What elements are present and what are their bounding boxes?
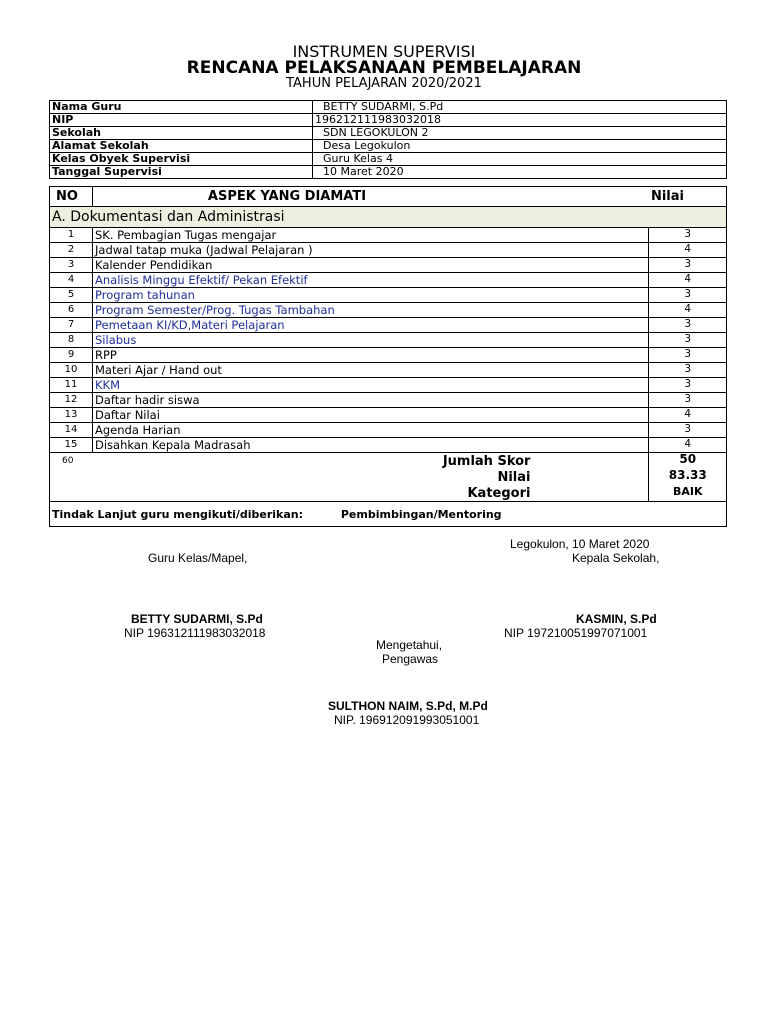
table-row <box>50 243 727 258</box>
item-number: 3 <box>50 258 93 273</box>
item-nilai: 3 <box>649 228 727 243</box>
jumlah-row <box>50 453 727 470</box>
identity-label: Tanggal Supervisi <box>50 166 313 179</box>
item-number: 10 <box>50 363 93 378</box>
item-number: 6 <box>50 303 93 318</box>
guru-name: BETTY SUDARMI, S.Pd <box>131 612 263 626</box>
item-number: 4 <box>50 273 93 288</box>
document-title: INSTRUMEN SUPERVISI <box>292 42 476 61</box>
place-date: Legokulon, 10 Maret 2020 <box>510 537 650 551</box>
item-rows <box>50 228 727 453</box>
table-row <box>50 333 727 348</box>
identity-row <box>50 140 727 153</box>
nilai-label: Nilai <box>497 469 531 485</box>
tindak-lanjut-cell <box>50 502 727 527</box>
pengawas-nip: NIP. 196912091993051001 <box>334 713 480 727</box>
identity-value: Desa Legokulon <box>313 140 727 153</box>
identity-label: Sekolah <box>50 127 313 140</box>
tindak-lanjut-row <box>50 502 727 527</box>
table-row <box>50 423 727 438</box>
table-row <box>50 393 727 408</box>
item-aspek: Silabus <box>93 333 649 348</box>
item-nilai: 4 <box>649 303 727 318</box>
jumlah-label: Jumlah Skor <box>442 453 531 469</box>
item-aspek: Daftar hadir siswa <box>93 393 649 408</box>
item-aspek: Analisis Minggu Efektif/ Pekan Efektif <box>93 273 649 288</box>
max-score: 60 <box>62 455 74 466</box>
item-number: 14 <box>50 423 93 438</box>
item-number: 8 <box>50 333 93 348</box>
guru-role: Guru Kelas/Mapel, <box>148 551 248 565</box>
section-row <box>50 207 727 228</box>
mengetahui: Mengetahui, <box>376 638 443 652</box>
table-row <box>50 363 727 378</box>
identity-row <box>50 101 727 114</box>
kategori-value: BAIK <box>649 485 727 502</box>
item-number: 12 <box>50 393 93 408</box>
item-nilai: 4 <box>649 408 727 423</box>
item-nilai: 3 <box>649 393 727 408</box>
table-header-row <box>50 187 727 207</box>
item-aspek: Program tahunan <box>93 288 649 303</box>
item-aspek: Daftar Nilai <box>93 408 649 423</box>
pengawas-name: SULTHON NAIM, S.Pd, M.Pd <box>328 699 488 713</box>
pengawas-role: Pengawas <box>382 652 439 666</box>
table-row <box>50 258 727 273</box>
tindak-lanjut-value: Pembimbingan/Mentoring <box>340 507 502 521</box>
item-nilai: 3 <box>649 333 727 348</box>
identity-row <box>50 114 727 127</box>
kepsek-role: Kepala Sekolah, <box>572 551 660 565</box>
nilai-row <box>50 469 727 485</box>
item-aspek: Program Semester/Prog. Tugas Tambahan <box>93 303 649 318</box>
identity-value: 10 Maret 2020 <box>313 166 727 179</box>
item-number: 7 <box>50 318 93 333</box>
identity-row <box>50 153 727 166</box>
table-row <box>50 303 727 318</box>
col-no-header: NO <box>50 187 93 207</box>
table-row <box>50 438 727 453</box>
guru-nip: NIP 196312111983032018 <box>124 626 266 640</box>
section-title: A. Dokumentasi dan Administrasi <box>50 207 727 228</box>
item-aspek: Materi Ajar / Hand out <box>93 363 649 378</box>
table-row <box>50 228 727 243</box>
identity-row <box>50 166 727 179</box>
tindak-lanjut-label: Tindak Lanjut guru mengikuti/diberikan: <box>52 507 304 521</box>
item-nilai: 3 <box>649 378 727 393</box>
item-aspek: SK. Pembagian Tugas mengajar <box>93 228 649 243</box>
document-subtitle: RENCANA PELAKSANAAN PEMBELAJARAN <box>186 58 582 78</box>
kategori-label: Kategori <box>93 485 649 502</box>
item-aspek: Kalender Pendidikan <box>93 258 649 273</box>
item-nilai: 3 <box>649 348 727 363</box>
item-nilai: 3 <box>649 288 727 303</box>
item-nilai: 3 <box>649 258 727 273</box>
table-row <box>50 288 727 303</box>
item-aspek: Pemetaan KI/KD,Materi Pelajaran <box>93 318 649 333</box>
item-number: 1 <box>50 228 93 243</box>
item-nilai: 3 <box>649 318 727 333</box>
identity-row <box>50 127 727 140</box>
identity-label: Nama Guru <box>50 101 313 114</box>
item-number: 11 <box>50 378 93 393</box>
item-aspek: Jadwal tatap muka (Jadwal Pelajaran ) <box>93 243 649 258</box>
table-row <box>50 318 727 333</box>
item-number: 13 <box>50 408 93 423</box>
item-aspek: Agenda Harian <box>93 423 649 438</box>
item-nilai: 3 <box>649 423 727 438</box>
kategori-row <box>50 485 727 502</box>
identity-value: SDN LEGOKULON 2 <box>313 127 727 140</box>
identity-table <box>49 100 727 179</box>
item-nilai: 4 <box>649 438 727 453</box>
kepsek-name: KASMIN, S.Pd <box>576 612 657 626</box>
identity-label: Kelas Obyek Supervisi <box>50 153 313 166</box>
item-nilai: 4 <box>649 273 727 288</box>
item-number: 5 <box>50 288 93 303</box>
item-nilai: 3 <box>649 363 727 378</box>
col-nilai-header: Nilai <box>649 187 727 207</box>
identity-value: Guru Kelas 4 <box>313 153 727 166</box>
item-aspek: Disahkan Kepala Madrasah <box>93 438 649 453</box>
item-aspek: KKM <box>93 378 649 393</box>
item-number: 15 <box>50 438 93 453</box>
item-number: 2 <box>50 243 93 258</box>
table-row <box>50 408 727 423</box>
identity-value: 196212111983032018 <box>313 114 727 127</box>
identity-label: Alamat Sekolah <box>50 140 313 153</box>
item-aspek: RPP <box>93 348 649 363</box>
nilai-spacer <box>50 469 93 485</box>
table-row <box>50 348 727 363</box>
identity-label: NIP <box>50 114 313 127</box>
table-row <box>50 378 727 393</box>
table-row <box>50 273 727 288</box>
school-year: TAHUN PELAJARAN 2020/2021 <box>286 76 482 91</box>
kepsek-nip: NIP 197210051997071001 <box>504 626 648 640</box>
jumlah-value: 50 <box>649 453 727 470</box>
identity-value: BETTY SUDARMI, S.Pd <box>313 101 727 114</box>
kategori-spacer <box>50 485 93 502</box>
col-aspek-header: ASPEK YANG DIAMATI <box>93 187 649 207</box>
item-nilai: 4 <box>649 243 727 258</box>
assessment-table <box>49 186 727 527</box>
nilai-value: 83.33 <box>649 469 727 485</box>
item-number: 9 <box>50 348 93 363</box>
